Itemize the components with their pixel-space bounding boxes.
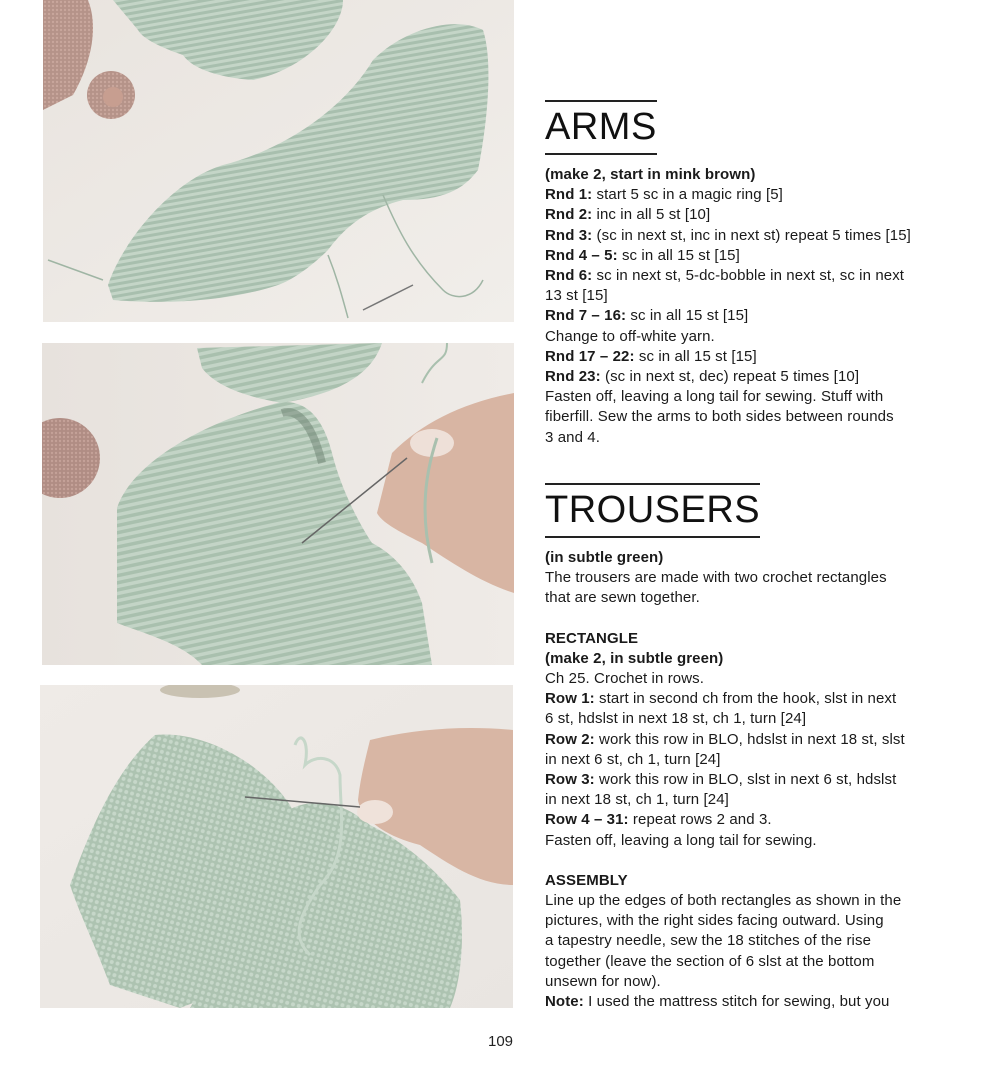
- instruction-line: [545, 428, 955, 448]
- crochet-photo-image: [42, 343, 514, 665]
- instruction-line: [545, 327, 955, 347]
- instruction-line: [545, 286, 955, 306]
- instruction-text: sc in all 15 st [15]: [626, 307, 749, 325]
- instruction-line: [545, 367, 955, 387]
- instruction-line: [545, 246, 955, 266]
- arms-instructions: [545, 185, 955, 448]
- instruction-text: 6 st, hdslst in next 18 st, ch 1, turn [24]: [545, 710, 807, 728]
- round-label: Rnd 1:: [545, 186, 593, 204]
- instruction-text: sc in all 15 st [15]: [617, 246, 740, 264]
- instruction-line: [545, 407, 955, 427]
- instruction-line: [545, 266, 955, 286]
- photo-rectangles-flat: [43, 0, 514, 322]
- page-number: 109: [488, 1033, 514, 1050]
- instruction-line: [545, 952, 955, 972]
- instruction-text: together (leave the section of 6 slst at the bottom: [545, 952, 875, 970]
- round-label: Rnd 4 – 5:: [545, 246, 618, 264]
- instruction-text: unsewn for now).: [545, 972, 661, 990]
- instruction-text: start in second ch from the hook, slst in next: [594, 690, 897, 708]
- row-label: Row 2:: [545, 730, 595, 748]
- round-label: Rnd 23:: [545, 368, 601, 386]
- crochet-photo-image: [43, 0, 514, 322]
- rectangle-heading: RECTANGLE: [545, 629, 639, 647]
- instruction-text: Fasten off, leaving a long tail for sewing.: [545, 831, 817, 849]
- instruction-text: 3 and 4.: [545, 428, 601, 446]
- instruction-text: pictures, with the right sides facing outward. Using: [545, 912, 884, 930]
- instruction-text: work this row in BLO, hdslst in next 18 st, slst: [594, 730, 905, 748]
- trousers-subtitle: (in subtle green): [545, 549, 664, 566]
- arms-heading: ARMS: [545, 106, 657, 148]
- instruction-line: [545, 911, 955, 931]
- trousers-intro-line: that are sewn together.: [545, 589, 700, 607]
- instruction-line: [545, 347, 955, 367]
- note-label: Note:: [545, 993, 584, 1011]
- instruction-text: (sc in next st, inc in next st) repeat 5 times [15]: [592, 226, 911, 244]
- assembly-instructions: [545, 891, 955, 1012]
- instruction-line: [545, 972, 955, 992]
- instruction-text: Line up the edges of both rectangles as shown in the: [545, 892, 902, 910]
- instruction-line: [545, 810, 955, 830]
- arms-heading-block: [545, 100, 657, 155]
- instruction-line: [545, 790, 955, 810]
- instruction-line: [545, 931, 955, 951]
- instruction-text: sc in all 15 st [15]: [634, 347, 757, 365]
- instruction-line: [545, 891, 955, 911]
- instruction-line: [545, 770, 955, 790]
- trousers-intro-line: The trousers are made with two crochet rectangles: [545, 569, 887, 587]
- instruction-text: a tapestry needle, sew the 18 stitches of the rise: [545, 932, 872, 950]
- trousers-heading-block: [545, 483, 760, 538]
- instruction-line: [545, 831, 955, 851]
- photo-sewing-trousers: [40, 685, 513, 1008]
- instruction-line: [545, 750, 955, 770]
- instruction-text: inc in all 5 st [10]: [592, 206, 711, 224]
- crochet-photo-image: [40, 685, 513, 1008]
- instruction-text: Ch 25. Crochet in rows.: [545, 670, 705, 688]
- row-label: Row 1:: [545, 690, 595, 708]
- rectangle-instructions: [545, 669, 955, 851]
- instruction-text: Fasten off, leaving a long tail for sewing. Stuff with: [545, 388, 884, 406]
- instruction-line: [545, 992, 955, 1012]
- assembly-heading: ASSEMBLY: [545, 871, 628, 889]
- instruction-line: [545, 185, 955, 205]
- trousers-heading: TROUSERS: [545, 489, 761, 531]
- instruction-text: 13 st [15]: [545, 287, 608, 305]
- photo-sewing-rise: [42, 343, 514, 665]
- instruction-text: fiberfill. Sew the arms to both sides between rounds: [545, 408, 894, 426]
- instruction-text: I used the mattress stitch for sewing, but you: [583, 993, 890, 1011]
- round-label: Rnd 7 – 16:: [545, 307, 627, 325]
- instruction-text: work this row in BLO, slst in next 6 st, hdslst: [594, 771, 897, 789]
- round-label: Rnd 6:: [545, 267, 593, 285]
- rectangle-subtitle: (make 2, in subtle green): [545, 649, 724, 667]
- instruction-line: [545, 669, 955, 689]
- instruction-text: repeat rows 2 and 3.: [628, 811, 772, 829]
- instruction-text: start 5 sc in a magic ring [5]: [592, 186, 783, 204]
- instruction-line: [545, 205, 955, 225]
- round-label: Rnd 2:: [545, 206, 593, 224]
- instruction-line: [545, 306, 955, 326]
- arms-subtitle: (make 2, start in mink brown): [545, 166, 756, 183]
- instruction-line: [545, 709, 955, 729]
- row-label: Row 4 – 31:: [545, 811, 629, 829]
- instruction-text: (sc in next st, dec) repeat 5 times [10]: [600, 368, 860, 386]
- instruction-line: [545, 730, 955, 750]
- instruction-line: [545, 387, 955, 407]
- instruction-text: sc in next st, 5-dc-bobble in next st, sc in next: [592, 267, 905, 285]
- arms-section: [545, 100, 955, 448]
- instruction-line: [545, 226, 955, 246]
- round-label: Rnd 3:: [545, 226, 593, 244]
- instruction-line: [545, 689, 955, 709]
- instruction-text: Change to off-white yarn.: [545, 327, 715, 345]
- round-label: Rnd 17 – 22:: [545, 347, 635, 365]
- instruction-text: in next 6 st, ch 1, turn [24]: [545, 750, 721, 768]
- trousers-section: [545, 483, 955, 1012]
- instruction-text: in next 18 st, ch 1, turn [24]: [545, 791, 729, 809]
- row-label: Row 3:: [545, 771, 595, 789]
